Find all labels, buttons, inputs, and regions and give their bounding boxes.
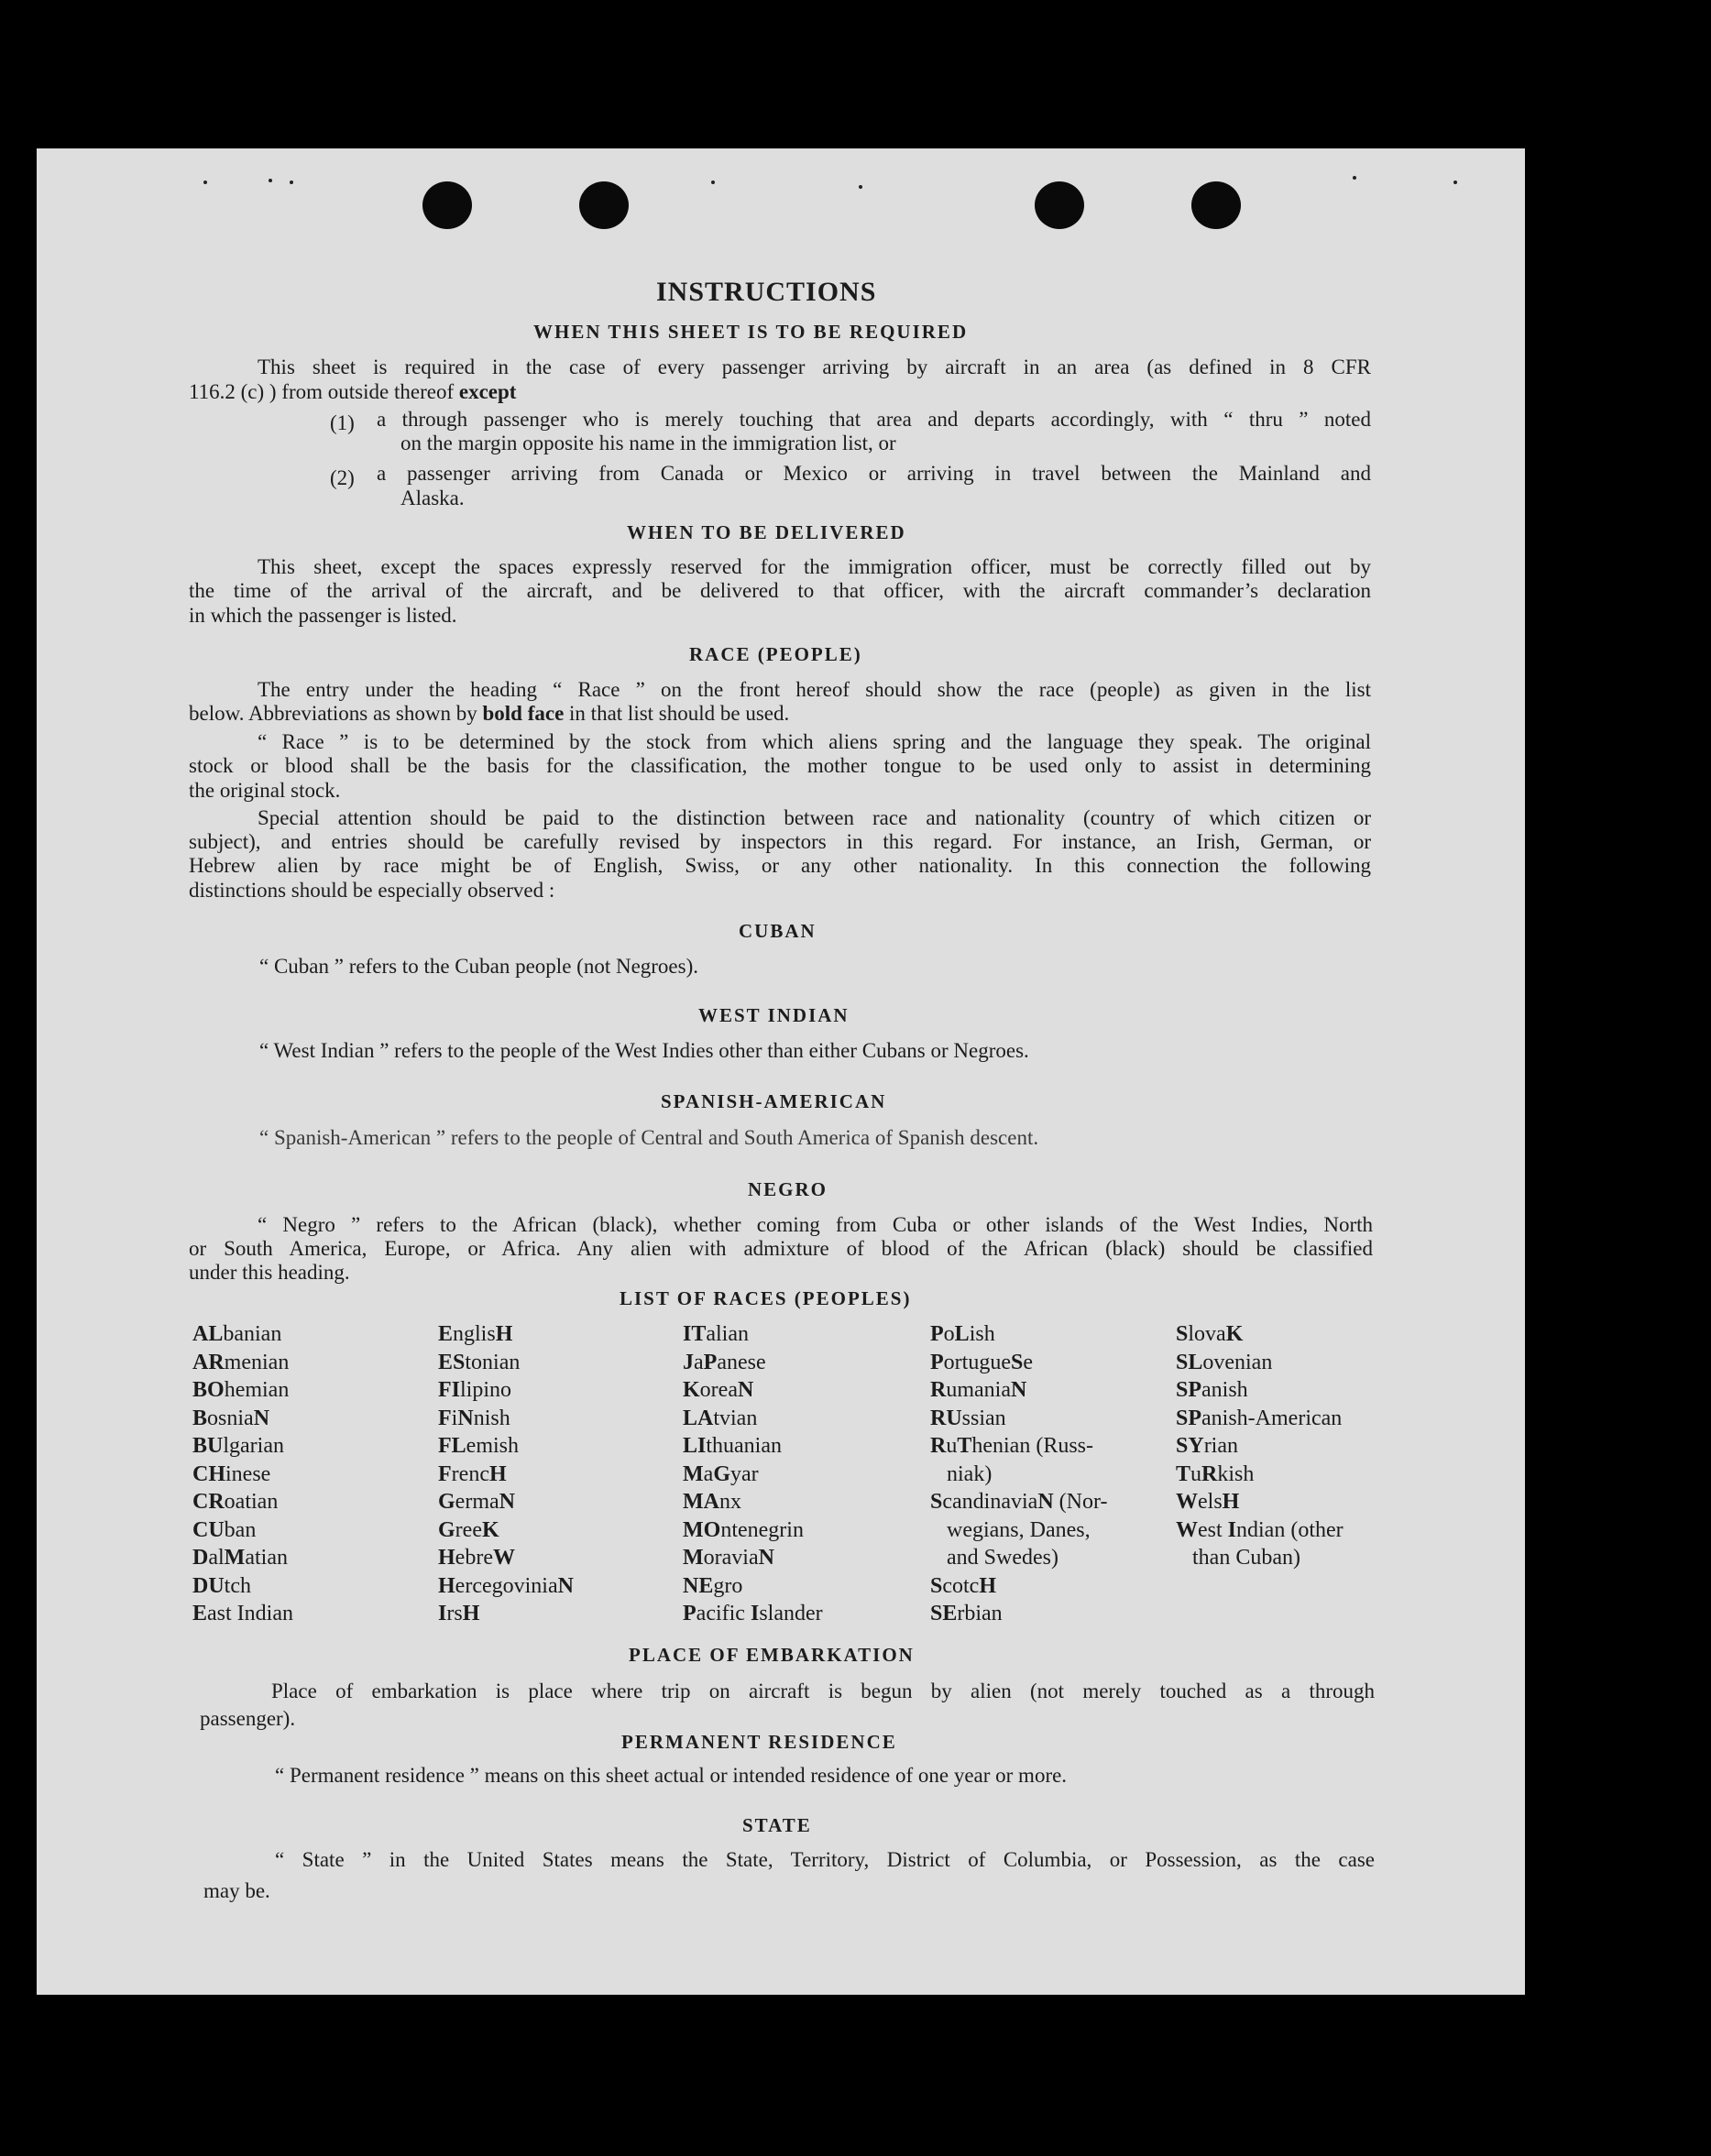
- race-abbrev-letters: K: [1225, 1322, 1244, 1346]
- heading-negro: NEGRO: [748, 1178, 828, 1200]
- race-abbrev-letters: D: [192, 1546, 209, 1570]
- race-entry: [930, 1544, 1107, 1572]
- embarkation-line: Place of embarkation is place where trip on aircraft is begun by alien (not merely touched as a through: [271, 1680, 1375, 1702]
- race-abbrev-letters: M: [683, 1461, 704, 1486]
- when-delivered-line: the time of the arrival of the aircraft, and be delivered to that officer, with the aircraft commander’s declaration: [189, 579, 1371, 602]
- race-text: ssian: [961, 1406, 1006, 1430]
- punch-hole: [1191, 181, 1241, 229]
- race-entry: [930, 1572, 1107, 1601]
- race-abbrev-letters: W: [1176, 1490, 1198, 1514]
- page-title: INSTRUCTIONS: [656, 277, 877, 307]
- race-text: thuanian: [706, 1434, 782, 1458]
- race-abbrev-letters: K: [481, 1517, 499, 1542]
- race-entry: [438, 1461, 574, 1489]
- race-abbrev-letters: P: [930, 1350, 944, 1374]
- races-column: [438, 1320, 574, 1628]
- race-abbrev-letters: LA: [683, 1406, 714, 1430]
- race-text: anish: [1201, 1378, 1248, 1402]
- race-entry: [438, 1320, 574, 1349]
- item-text: Alaska.: [400, 487, 465, 509]
- speck: [1453, 181, 1457, 184]
- state-line: may be.: [203, 1879, 270, 1902]
- race-text: henian (Russ-: [971, 1434, 1094, 1458]
- race-abbrev-letters: CU: [192, 1517, 225, 1542]
- heading-spanish-american: SPANISH-AMERICAN: [661, 1090, 887, 1112]
- race-text: ovenian: [1202, 1350, 1273, 1374]
- embarkation-line: passenger).: [200, 1707, 296, 1730]
- race-text: ortugue: [943, 1350, 1011, 1374]
- heading-residence: PERMANENT RESIDENCE: [621, 1731, 897, 1753]
- race-text: i: [451, 1406, 458, 1430]
- race-entry: [930, 1405, 1107, 1433]
- race-abbrev-letters: G: [438, 1490, 455, 1514]
- race-abbrev-letters: K: [683, 1378, 700, 1402]
- heading-list-of-races: LIST OF RACES (PEOPLES): [620, 1287, 912, 1309]
- text: in that list should be used.: [564, 702, 790, 725]
- race-abbrev-letters: M: [224, 1546, 246, 1570]
- race-text: lipino: [460, 1378, 512, 1402]
- race-line: [189, 701, 789, 726]
- race-text: candinavia: [942, 1490, 1038, 1514]
- race-line: distinctions should be especially observed :: [189, 879, 555, 902]
- heading-state: STATE: [742, 1814, 812, 1836]
- race-text: e: [1023, 1350, 1033, 1374]
- race-text: erma: [455, 1490, 499, 1514]
- races-column: [1176, 1320, 1344, 1572]
- race-entry: [930, 1600, 1107, 1628]
- race-abbrev-letters: SY: [1176, 1434, 1204, 1458]
- punch-hole: [422, 181, 472, 229]
- race-abbrev-letters: DU: [192, 1573, 225, 1598]
- race-line: stock or blood shall be the basis for the classification, the mother tongue to be used only to assist in determining: [189, 754, 1371, 777]
- race-entry: [192, 1461, 293, 1489]
- race-entry: [1176, 1320, 1344, 1349]
- race-abbrev-letters: P: [683, 1602, 696, 1625]
- race-entry: [1176, 1349, 1344, 1377]
- race-abbrev-letters: H: [488, 1461, 507, 1486]
- state-line: “ State ” in the United States means the State, Territory, District of Columbia, or Possession, as the case: [275, 1848, 1375, 1871]
- race-entry: [1176, 1488, 1344, 1516]
- heading-west-indian: WEST INDIAN: [698, 1004, 850, 1026]
- west-indian-text: “ West Indian ” refers to the people of the West Indies other than either Cubans or Negroes.: [259, 1039, 1029, 1062]
- race-text: wegians, Danes,: [930, 1517, 1091, 1542]
- negro-line: under this heading.: [189, 1261, 350, 1284]
- race-text: rbian: [957, 1602, 1003, 1625]
- race-abbrev-letters: I: [1227, 1517, 1237, 1542]
- item-text: a passenger arriving from Canada or Mexico or arriving in travel between the Mainland and: [377, 462, 1371, 485]
- text: below. Abbreviations as shown by: [189, 702, 483, 725]
- speck: [859, 185, 862, 189]
- race-entry: [1176, 1516, 1344, 1545]
- race-text: a: [694, 1350, 704, 1374]
- race-text: hemian: [224, 1378, 290, 1402]
- item-text: on the margin opposite his name in the immigration list, or: [400, 432, 896, 454]
- race-entry: [683, 1488, 823, 1516]
- race-abbrev-letters: SL: [1176, 1350, 1203, 1374]
- race-text: a: [703, 1461, 714, 1486]
- race-abbrev-letters: R: [930, 1434, 947, 1458]
- races-column: [930, 1320, 1107, 1628]
- speck: [711, 181, 715, 184]
- race-abbrev-letters: T: [1176, 1461, 1191, 1486]
- race-text: orea: [699, 1378, 738, 1402]
- race-abbrev-letters: E: [438, 1322, 454, 1346]
- race-text: ish: [969, 1322, 995, 1346]
- heading-race: RACE (PEOPLE): [689, 643, 862, 665]
- race-text: rian: [1203, 1434, 1238, 1458]
- race-abbrev-letters: AL: [192, 1322, 224, 1346]
- race-abbrev-letters: I: [438, 1602, 447, 1625]
- race-entry: [930, 1516, 1107, 1545]
- race-text: ast Indian: [207, 1602, 293, 1625]
- race-entry: [192, 1349, 293, 1377]
- race-entry: [930, 1320, 1107, 1349]
- race-text: umania: [946, 1378, 1011, 1402]
- race-line: “ Race ” is to be determined by the stock from which aliens spring and the language they speak. The original: [258, 730, 1371, 753]
- race-line: Special attention should be paid to the distinction between race and nationality (country of which citizen or: [258, 806, 1371, 829]
- race-abbrev-letters: H: [462, 1602, 480, 1625]
- race-entry: [683, 1349, 823, 1377]
- race-text: gro: [713, 1573, 743, 1598]
- race-entry: [930, 1461, 1107, 1489]
- race-abbrev-letters: N: [557, 1573, 574, 1598]
- race-abbrev-letters: MA: [683, 1490, 719, 1514]
- race-text: (Nor-: [1053, 1490, 1108, 1514]
- race-abbrev-letters: G: [438, 1517, 455, 1542]
- race-abbrev-letters: BU: [192, 1434, 224, 1458]
- race-abbrev-letters: LI: [683, 1434, 707, 1458]
- race-text: ntenegrin: [720, 1517, 804, 1542]
- race-text: nx: [718, 1490, 741, 1514]
- race-abbrev-letters: S: [930, 1490, 943, 1514]
- race-text: u: [1190, 1461, 1202, 1486]
- race-abbrev-letters: W: [1176, 1517, 1198, 1542]
- cuban-text: “ Cuban ” refers to the Cuban people (not Negroes).: [259, 955, 699, 978]
- race-text: lova: [1188, 1322, 1226, 1346]
- race-abbrev-letters: J: [683, 1350, 694, 1374]
- speck: [290, 181, 293, 184]
- race-abbrev-letters: IT: [683, 1322, 707, 1346]
- speck: [203, 181, 207, 184]
- spanish-american-text: “ Spanish-American ” refers to the people of Central and South America of Spanish descent.: [259, 1126, 1039, 1149]
- race-abbrev-letters: F: [438, 1406, 452, 1430]
- race-text: tonian: [465, 1350, 521, 1374]
- race-abbrev-letters: NE: [683, 1573, 714, 1598]
- race-abbrev-letters: S: [1010, 1350, 1024, 1374]
- race-abbrev-letters: E: [192, 1602, 208, 1625]
- race-entry: [930, 1349, 1107, 1377]
- race-text: oatian: [224, 1490, 279, 1514]
- race-entry: [438, 1432, 574, 1461]
- race-entry: [438, 1600, 574, 1628]
- race-abbrev-letters: RU: [930, 1406, 962, 1430]
- race-line: Hebrew alien by race might be of English, Swiss, or any other nationality. In this connection the following: [189, 854, 1371, 877]
- race-abbrev-letters: S: [930, 1573, 943, 1598]
- race-text: lgarian: [223, 1434, 284, 1458]
- race-entry: [192, 1405, 293, 1433]
- race-abbrev-letters: N: [737, 1378, 754, 1402]
- race-abbrev-letters: T: [957, 1434, 972, 1458]
- heading-embarkation: PLACE OF EMBARKATION: [629, 1644, 915, 1666]
- race-abbrev-letters: N: [1010, 1378, 1027, 1402]
- residence-text: “ Permanent residence ” means on this sheet actual or intended residence of one year or more.: [275, 1764, 1068, 1787]
- race-abbrev-letters: H: [438, 1546, 455, 1570]
- race-text: nish: [473, 1406, 510, 1430]
- race-text: banian: [223, 1322, 282, 1346]
- race-entry: [192, 1488, 293, 1516]
- race-text: els: [1198, 1490, 1223, 1514]
- race-text: yar: [729, 1461, 759, 1486]
- race-entry: [683, 1600, 823, 1628]
- race-text: cotc: [942, 1573, 980, 1598]
- race-entry: [683, 1516, 823, 1545]
- race-abbrev-letters: N: [253, 1406, 270, 1430]
- when-required-line: [189, 379, 516, 404]
- negro-line: or South America, Europe, or Africa. Any alien with admixture of blood of the African (black) should be classified: [189, 1237, 1373, 1260]
- when-required-line: This sheet is required in the case of every passenger arriving by aircraft in an area (as defined in 8 CFR: [258, 356, 1371, 378]
- race-abbrev-letters: I: [750, 1602, 760, 1625]
- race-text: rs: [446, 1602, 463, 1625]
- race-text: est: [1198, 1517, 1228, 1542]
- race-text: alian: [706, 1322, 749, 1346]
- race-line: the original stock.: [189, 779, 341, 802]
- race-text: atian: [245, 1546, 288, 1570]
- race-entry: [192, 1516, 293, 1545]
- race-abbrev-letters: R: [930, 1378, 947, 1402]
- race-text: anish-American: [1201, 1406, 1343, 1430]
- race-abbrev-letters: P: [930, 1322, 944, 1346]
- race-abbrev-letters: P: [703, 1350, 718, 1374]
- race-text: al: [208, 1546, 225, 1570]
- race-entry: [683, 1432, 823, 1461]
- race-text: anese: [717, 1350, 766, 1374]
- race-text: acific: [696, 1602, 751, 1625]
- item-number: (2): [330, 466, 355, 489]
- race-entry: [683, 1572, 823, 1601]
- race-abbrev-letters: BO: [192, 1378, 225, 1402]
- race-text: slander: [759, 1602, 823, 1625]
- race-text: tvian: [713, 1406, 758, 1430]
- race-abbrev-letters: CR: [192, 1490, 225, 1514]
- race-entry: [930, 1488, 1107, 1516]
- race-entry: [1176, 1432, 1344, 1461]
- race-text: ebre: [455, 1546, 493, 1570]
- item-text: a through passenger who is merely touching that area and departs accordingly, with “ thru ” noted: [377, 408, 1371, 431]
- negro-line: “ Negro ” refers to the African (black), whether coming from Cuba or other islands of the West Indies, North: [258, 1213, 1373, 1236]
- race-entry: [438, 1516, 574, 1545]
- race-entry: [192, 1544, 293, 1572]
- race-entry: [1176, 1544, 1344, 1572]
- race-abbrev-letters: N: [457, 1406, 474, 1430]
- race-abbrev-letters: FL: [438, 1434, 466, 1458]
- race-abbrev-letters: SP: [1176, 1378, 1202, 1402]
- text: 116.2 (c) ) from outside thereof: [189, 380, 459, 403]
- races-column: [683, 1320, 823, 1628]
- race-abbrev-letters: FI: [438, 1378, 460, 1402]
- race-entry: [683, 1461, 823, 1489]
- race-abbrev-letters: R: [1201, 1461, 1218, 1486]
- race-entry: [438, 1544, 574, 1572]
- race-entry: [683, 1376, 823, 1405]
- when-delivered-line: This sheet, except the spaces expressly reserved for the immigration officer, must be correctly filled out by: [258, 555, 1371, 578]
- punch-hole: [1035, 181, 1084, 229]
- race-entry: [1176, 1405, 1344, 1433]
- race-abbrev-letters: CH: [192, 1461, 225, 1486]
- race-text: emish: [466, 1434, 519, 1458]
- race-text: tch: [224, 1573, 251, 1598]
- race-entry: [683, 1544, 823, 1572]
- race-entry: [438, 1349, 574, 1377]
- race-abbrev-letters: H: [1222, 1490, 1240, 1514]
- race-entry: [438, 1488, 574, 1516]
- race-entry: [192, 1376, 293, 1405]
- race-abbrev-letters: F: [438, 1461, 452, 1486]
- race-text: ree: [455, 1517, 482, 1542]
- race-entry: [683, 1405, 823, 1433]
- heading-when-required: WHEN THIS SHEET IS TO BE REQUIRED: [533, 321, 969, 343]
- race-entry: [438, 1405, 574, 1433]
- race-text: nglis: [453, 1322, 496, 1346]
- punch-hole: [579, 181, 629, 229]
- race-abbrev-letters: L: [954, 1322, 970, 1346]
- race-abbrev-letters: S: [1176, 1322, 1189, 1346]
- race-entry: [192, 1572, 293, 1601]
- race-abbrev-letters: W: [492, 1546, 515, 1570]
- speck: [1353, 176, 1356, 180]
- race-abbrev-letters: AR: [192, 1350, 225, 1374]
- race-text: renc: [451, 1461, 489, 1486]
- race-line: The entry under the heading “ Race ” on the front hereof should show the race (people) as given in the list: [258, 678, 1371, 701]
- race-text: niak): [930, 1461, 993, 1486]
- race-text: menian: [224, 1350, 290, 1374]
- race-abbrev-letters: N: [1037, 1490, 1054, 1514]
- race-text: ndian (other: [1236, 1517, 1344, 1542]
- race-abbrev-letters: G: [713, 1461, 730, 1486]
- race-abbrev-letters: B: [192, 1406, 208, 1430]
- race-text: ercegovinia: [455, 1573, 558, 1598]
- race-abbrev-letters: H: [438, 1573, 455, 1598]
- race-text: oravia: [703, 1546, 759, 1570]
- race-line: subject), and entries should be carefully revised by inspectors in this regard. For instance, an Irish, German, or: [189, 830, 1371, 853]
- race-abbrev-letters: SE: [930, 1602, 958, 1625]
- race-entry: [192, 1320, 293, 1349]
- race-entry: [438, 1572, 574, 1601]
- race-entry: [930, 1376, 1107, 1405]
- race-text: osnia: [207, 1406, 254, 1430]
- when-delivered-line: in which the passenger is listed.: [189, 604, 457, 627]
- race-abbrev-letters: N: [758, 1546, 774, 1570]
- race-text: o: [943, 1322, 955, 1346]
- race-text: ban: [224, 1517, 257, 1542]
- heading-when-delivered: WHEN TO BE DELIVERED: [627, 521, 906, 543]
- bold-text: bold face: [482, 702, 565, 725]
- race-abbrev-letters: MO: [683, 1517, 721, 1542]
- race-entry: [930, 1432, 1107, 1461]
- race-abbrev-letters: H: [495, 1322, 513, 1346]
- race-entry: [1176, 1376, 1344, 1405]
- race-abbrev-letters: M: [683, 1546, 704, 1570]
- race-abbrev-letters: SP: [1176, 1406, 1202, 1430]
- race-text: kish: [1217, 1461, 1255, 1486]
- heading-cuban: CUBAN: [739, 920, 817, 942]
- race-text: than Cuban): [1176, 1546, 1300, 1570]
- bold-text: except: [458, 380, 517, 403]
- speck: [269, 179, 272, 182]
- race-text: u: [946, 1434, 958, 1458]
- race-entry: [683, 1320, 823, 1349]
- race-abbrev-letters: N: [499, 1490, 515, 1514]
- race-abbrev-letters: ES: [438, 1350, 466, 1374]
- race-text: and Swedes): [930, 1546, 1058, 1570]
- race-text: inese: [225, 1461, 271, 1486]
- race-entry: [1176, 1461, 1344, 1489]
- race-entry: [438, 1376, 574, 1405]
- race-entry: [192, 1600, 293, 1628]
- item-number: (1): [330, 411, 355, 434]
- race-abbrev-letters: H: [979, 1573, 997, 1598]
- race-entry: [192, 1432, 293, 1461]
- races-column: [192, 1320, 293, 1628]
